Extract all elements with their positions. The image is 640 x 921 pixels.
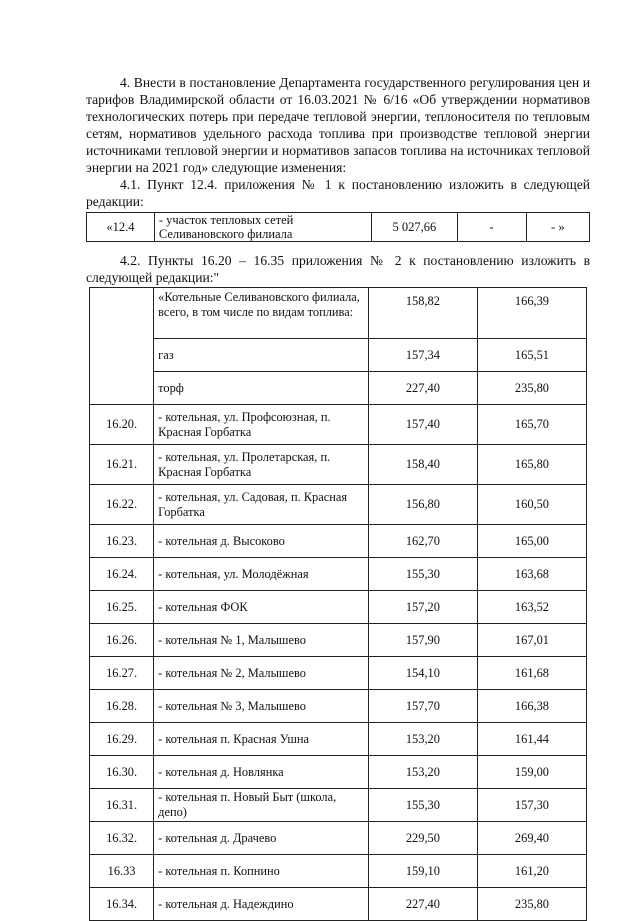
row-name: - котельная п. Новый Быт (школа, депо) [154, 789, 369, 822]
table-row [90, 657, 587, 690]
paragraph-4-1: 4.1. Пункт 12.4. приложения № 1 к постановлению изложить в следующей редакции: [86, 177, 590, 209]
row-name: - котельная п. Красная Ушна [154, 723, 369, 756]
row-value-2: 161,44 [477, 723, 586, 756]
row-number: 16.21. [90, 445, 154, 485]
row-value-2: 235,80 [477, 888, 586, 921]
table-16 [89, 287, 587, 921]
row-value-1: 157,40 [368, 405, 477, 445]
row-value-1: 157,90 [368, 624, 477, 657]
table-row [90, 445, 587, 485]
paragraph-4-2: 4.2. Пункты 16.20 – 16.35 приложения № 2 к постановлению изложить в следующей редакции:" [86, 253, 590, 285]
item-name: - участок тепловых сетей Селивановского филиала [154, 213, 371, 242]
row-name: торф [154, 372, 369, 405]
item-dash-2: - » [526, 213, 589, 242]
row-number: 16.28. [90, 690, 154, 723]
table-row [87, 213, 590, 242]
row-value-1: 155,30 [368, 558, 477, 591]
row-value-1: 158,40 [368, 445, 477, 485]
row-value-2: 165,51 [477, 339, 586, 372]
row-value-2: 235,80 [477, 372, 586, 405]
row-name: - котельная д. Драчево [154, 822, 369, 855]
row-value-1: 154,10 [368, 657, 477, 690]
row-value-1: 157,70 [368, 690, 477, 723]
row-name: - котельная д. Надеждино [154, 888, 369, 921]
table-row [90, 525, 587, 558]
row-value-2: 163,52 [477, 591, 586, 624]
row-value-2: 165,80 [477, 445, 586, 485]
row-number: 16.32. [90, 822, 154, 855]
table-row [90, 822, 587, 855]
row-value-2: 161,68 [477, 657, 586, 690]
row-name: газ [154, 339, 369, 372]
table-row [90, 690, 587, 723]
item-dash-1: - [457, 213, 526, 242]
row-value-1: 227,40 [368, 372, 477, 405]
row-number: 16.34. [90, 888, 154, 921]
row-value-2: 159,00 [477, 756, 586, 789]
row-value-2: 163,68 [477, 558, 586, 591]
row-value-2: 167,01 [477, 624, 586, 657]
row-number: 16.26. [90, 624, 154, 657]
table-row [90, 723, 587, 756]
row-value-1: 227,40 [368, 888, 477, 921]
row-number: 16.30. [90, 756, 154, 789]
row-name: - котельная п. Копнино [154, 855, 369, 888]
row-name: - котельная ФОК [154, 591, 369, 624]
row-value-1: 155,30 [368, 789, 477, 822]
table-row [90, 372, 587, 405]
row-value-2: 165,00 [477, 525, 586, 558]
table-row [90, 288, 587, 339]
row-value-2: 166,38 [477, 690, 586, 723]
row-value-1: 153,20 [368, 723, 477, 756]
row-value-2: 166,39 [477, 288, 586, 339]
row-value-1: 159,10 [368, 855, 477, 888]
row-value-2: 160,50 [477, 485, 586, 525]
row-name: - котельная, ул. Пролетарская, п. Красная Горбатка [154, 445, 369, 485]
row-value-1: 157,34 [368, 339, 477, 372]
item-value: 5 027,66 [372, 213, 458, 242]
row-number: 16.20. [90, 405, 154, 445]
row-name: - котельная, ул. Профсоюзная, п. Красная Горбатка [154, 405, 369, 445]
row-value-2: 165,70 [477, 405, 586, 445]
row-name: - котельная д. Новлянка [154, 756, 369, 789]
row-name: «Котельные Селивановского филиала, всего, в том числе по видам топлива: [154, 288, 369, 339]
table-row [90, 405, 587, 445]
item-number: «12.4 [87, 213, 155, 242]
row-value-2: 161,20 [477, 855, 586, 888]
table-row [90, 558, 587, 591]
row-name: - котельная № 1, Малышево [154, 624, 369, 657]
empty-number-cell [90, 288, 154, 405]
row-name: - котельная, ул. Молодёжная [154, 558, 369, 591]
row-name: - котельная № 2, Малышево [154, 657, 369, 690]
row-number: 16.29. [90, 723, 154, 756]
table-row [90, 855, 587, 888]
row-number: 16.31. [90, 789, 154, 822]
row-value-1: 156,80 [368, 485, 477, 525]
table-row [90, 624, 587, 657]
table-row [90, 888, 587, 921]
row-number: 16.33 [90, 855, 154, 888]
row-value-1: 153,20 [368, 756, 477, 789]
table-12-4 [86, 212, 590, 242]
row-number: 16.24. [90, 558, 154, 591]
table-row [90, 756, 587, 789]
table-row [90, 789, 587, 822]
row-number: 16.27. [90, 657, 154, 690]
paragraph-4: 4. Внести в постановление Департамента государственного регулирования цен и тарифов Владимирской области от 16.03.2021 № 6/16 «Об утверждении нормативов технологических потерь при передаче тепловой энергии, теплоносителя по тепловым сетям, нормативов удельного расхода топлива при производстве тепловой энергии источниками тепловой энергии и нормативов запасов топлива на источниках тепловой энергии на 2021 год» следующие изменения: [86, 75, 590, 175]
table-row [90, 339, 587, 372]
row-value-1: 229,50 [368, 822, 477, 855]
row-number: 16.23. [90, 525, 154, 558]
row-name: - котельная д. Высоково [154, 525, 369, 558]
row-name: - котельная № 3, Малышево [154, 690, 369, 723]
row-value-1: 162,70 [368, 525, 477, 558]
row-number: 16.22. [90, 485, 154, 525]
row-value-1: 158,82 [368, 288, 477, 339]
table-row [90, 485, 587, 525]
row-number: 16.25. [90, 591, 154, 624]
row-value-2: 269,40 [477, 822, 586, 855]
row-name: - котельная, ул. Садовая, п. Красная Горбатка [154, 485, 369, 525]
row-value-2: 157,30 [477, 789, 586, 822]
table-row [90, 591, 587, 624]
row-value-1: 157,20 [368, 591, 477, 624]
